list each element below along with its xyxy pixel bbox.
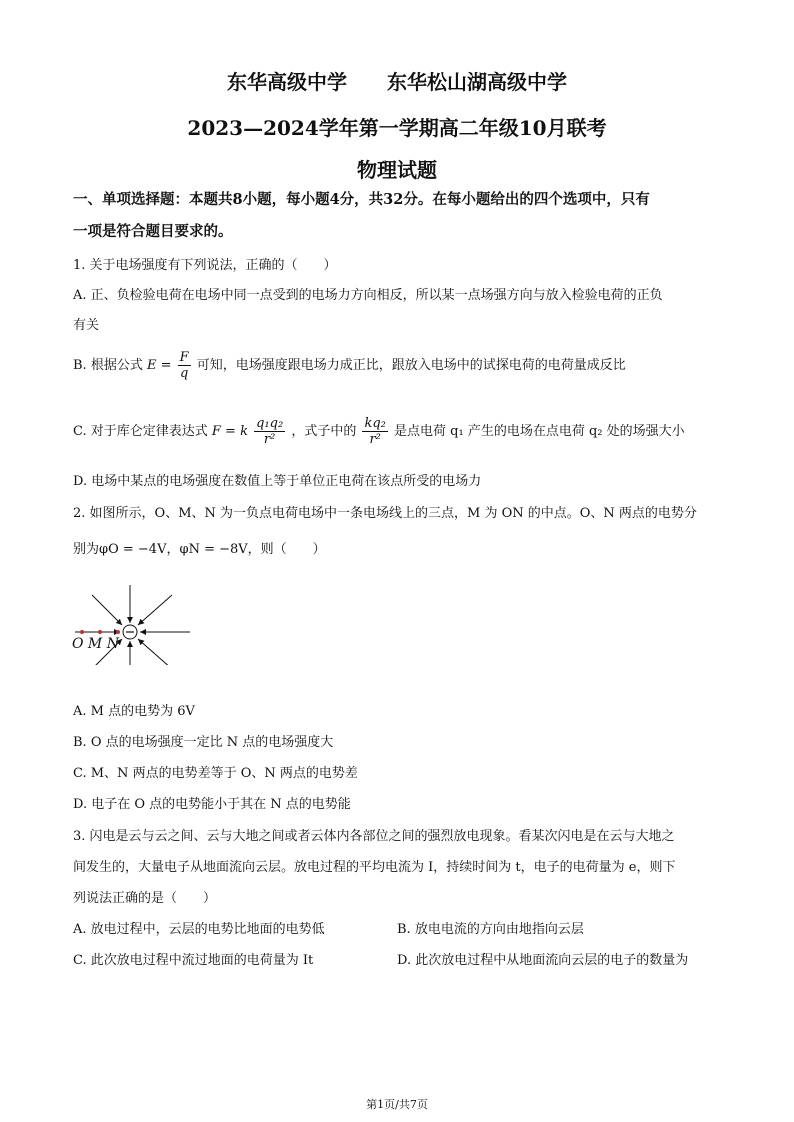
q1-c-fraction2 [362, 416, 387, 447]
q1-c-prefix: C. 对于库仑定律表达式 [73, 424, 208, 439]
q1-option-b [73, 350, 626, 381]
q1-b-denominator: q [179, 366, 189, 381]
q1-b-numerator: F [179, 350, 189, 365]
q1-c-mid: ，式子中的 [291, 424, 357, 439]
q1-b-fraction [178, 350, 191, 381]
q2-stem-cont: 别为φO = −4V，φN = −8V，则（ ） [73, 542, 326, 557]
q2-option-b: B. O 点的电场强度一定比 N 点的电场强度大 [73, 735, 334, 750]
exam-title: 2023—2024学年第一学期高二年级10月联考 [187, 116, 607, 140]
q1-c-denominator: r² [263, 432, 276, 447]
q3-option-c: C. 此次放电过程中流过地面的电荷量为 It [73, 953, 314, 968]
q2-option-d: D. 电子在 O 点的电势能小于其在 N 点的电势能 [73, 797, 351, 812]
q3-option-b: B. 放电电流的方向由地指向云层 [397, 922, 584, 937]
q1-b-formula-lhs: E = [146, 358, 172, 373]
q1-c-suffix: 是点电荷 q₁ 产生的电场在点电荷 q₂ 处的场强大小 [394, 424, 685, 439]
school-names: 东华高级中学 东华松山湖高级中学 [227, 70, 567, 94]
q3-stem: 3. 闪电是云与云之间、云与大地之间或者云体内各部位之间的强烈放电现象。看某次闪电是在云与大地之 [73, 829, 675, 844]
electric-field-figure [70, 585, 200, 665]
q3-option-a: A. 放电过程中，云层的电势比地面的电势低 [73, 922, 325, 937]
subject-title: 物理试题 [357, 158, 437, 182]
q1-c-fraction [254, 416, 285, 447]
q2-option-a: A. M 点的电势为 6V [73, 704, 195, 719]
point-o [80, 630, 84, 634]
section-heading: 一、单项选择题：本题共8小题，每小题4分，共32分。在每小题给出的四个选项中，只有 [73, 191, 650, 208]
q1-c-denominator2: r² [369, 432, 381, 447]
q1-option-d: D. 电场中某点的电场强度在数值上等于单位正电荷在该点所受的电场力 [73, 474, 482, 489]
q1-b-suffix: 可知，电场强度跟电场力成正比，跟放入电场中的试探电荷的电荷量成反比 [196, 358, 626, 373]
q1-c-numerator: q₁q₂ [256, 416, 284, 431]
page-number: 第1页/共7页 [366, 1098, 428, 1111]
q3-stem-cont2: 列说法正确的是（ ） [73, 891, 217, 906]
point-m [98, 630, 102, 634]
q3-option-d: D. 此次放电过程中从地面流向云层的电子的数量为 [397, 953, 689, 968]
q1-option-a: A. 正、负检验电荷在电场中同一点受到的电场力方向相反，所以某一点场强方向与放入检验电荷的正负 [73, 288, 663, 303]
q1-c-numerator2: kq₂ [364, 416, 386, 431]
q3-stem-cont: 间发生的，大量电子从地面流向云层。放电过程的平均电流为 I，持续时间为 t，电子的电荷量为 e，则下 [73, 860, 676, 875]
q1-option-a-cont: 有关 [73, 318, 100, 333]
q2-option-c: C. M、N 两点的电势差等于 O、N 两点的电势差 [73, 766, 358, 781]
q1-c-formula-lhs: F = k [211, 424, 248, 439]
q1-option-c [73, 416, 685, 447]
q1-b-prefix: B. 根据公式 [73, 358, 143, 373]
section-heading-cont: 一项是符合题目要求的。 [73, 223, 233, 240]
figure-point-labels: O M N [72, 636, 119, 652]
q1-stem: 1. 关于电场强度有下列说法，正确的（ ） [73, 258, 337, 273]
point-n [116, 630, 120, 634]
q2-stem: 2. 如图所示，O、M、N 为一负点电荷电场中一条电场线上的三点，M 为 ON 的中点。O、N 两点的电势分 [73, 506, 697, 521]
